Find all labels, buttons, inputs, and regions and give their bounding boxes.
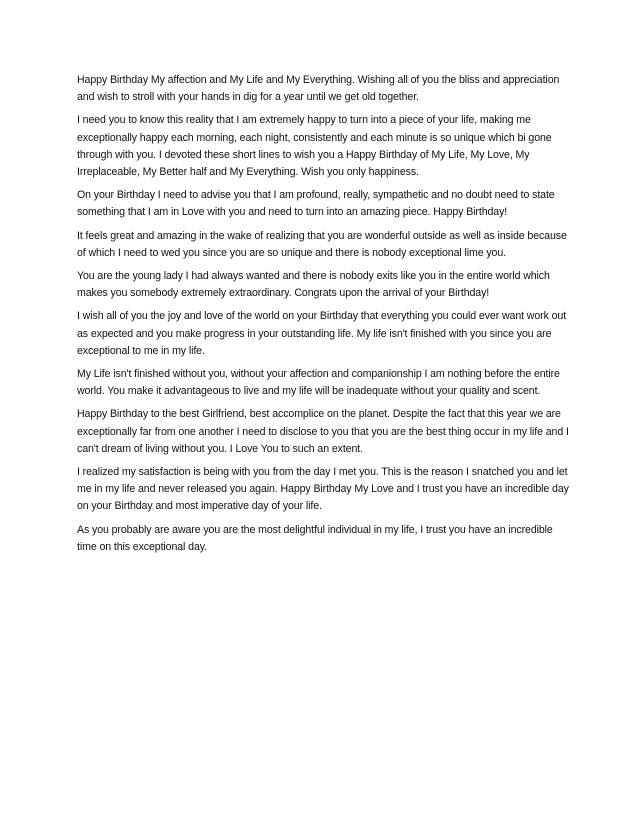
paragraph-1: Happy Birthday My affection and My Life and My Everything. Wishing all of you the bliss and appreciation and wish to stroll with your hands in dig for a year until we get old together. bbox=[77, 74, 560, 104]
paragraph-5: You are the young lady I had always wanted and there is nobody exits like you in the entire world which makes you somebody extremely extraordinary. Congrats upon the arrival of your Birthday! bbox=[77, 270, 550, 300]
document-body bbox=[77, 72, 569, 562]
paragraph-4: It feels great and amazing in the wake of realizing that you are wonderful outside as well as inside because of which I need to wed you since you are so unique and there is nobody exceptional lime you. bbox=[77, 229, 567, 259]
paragraph-7: My Life isn't finished without you, without your affection and companionship I am nothing before the entire world. You make it advantageous to live and my life will be inadequate without your quality and scent. bbox=[77, 368, 560, 398]
paragraph-6: I wish all of you the joy and love of the world on your Birthday that everything you could ever want work out as expected and you make progress in your outstanding life. My life isn't finished with you since you are exceptional to me in my life. bbox=[77, 310, 567, 357]
paragraph-3: On your Birthday I need to advise you that I am profound, really, sympathetic and no doubt need to state something that I am in Love with you and need to turn into an amazing piece. Happy Birthday! bbox=[77, 189, 555, 219]
paragraph-10: As you probably are aware you are the most delightful individual in my life, I trust you have an incredible time on this exceptional day. bbox=[77, 523, 553, 553]
paragraph-8: Happy Birthday to the best Girlfriend, best accomplice on the planet. Despite the fact that this year we are exceptionally far from one another I need to disclose to you that you are the best thing occur in my life and I can't dream of living without you. I Love You to such an extent. bbox=[77, 408, 569, 455]
paragraph-9: I realized my satisfaction is being with you from the day I met you. This is the reason I snatched you and let me in my life and never released you again. Happy Birthday My Love and I trust you have an incredible day on your Birthday and most imperative day of your life. bbox=[77, 466, 569, 513]
paragraph-2: I need you to know this reality that I am extremely happy to turn into a piece of your life, making me exceptionally happy each morning, each night, consistently and each minute is so unique which bi gone through with you. I devoted these short lines to wish you a Happy Birthday of My Life, My Love, My Irreplaceable, My Better half and My Everything. Wish you only happiness. bbox=[77, 114, 552, 179]
